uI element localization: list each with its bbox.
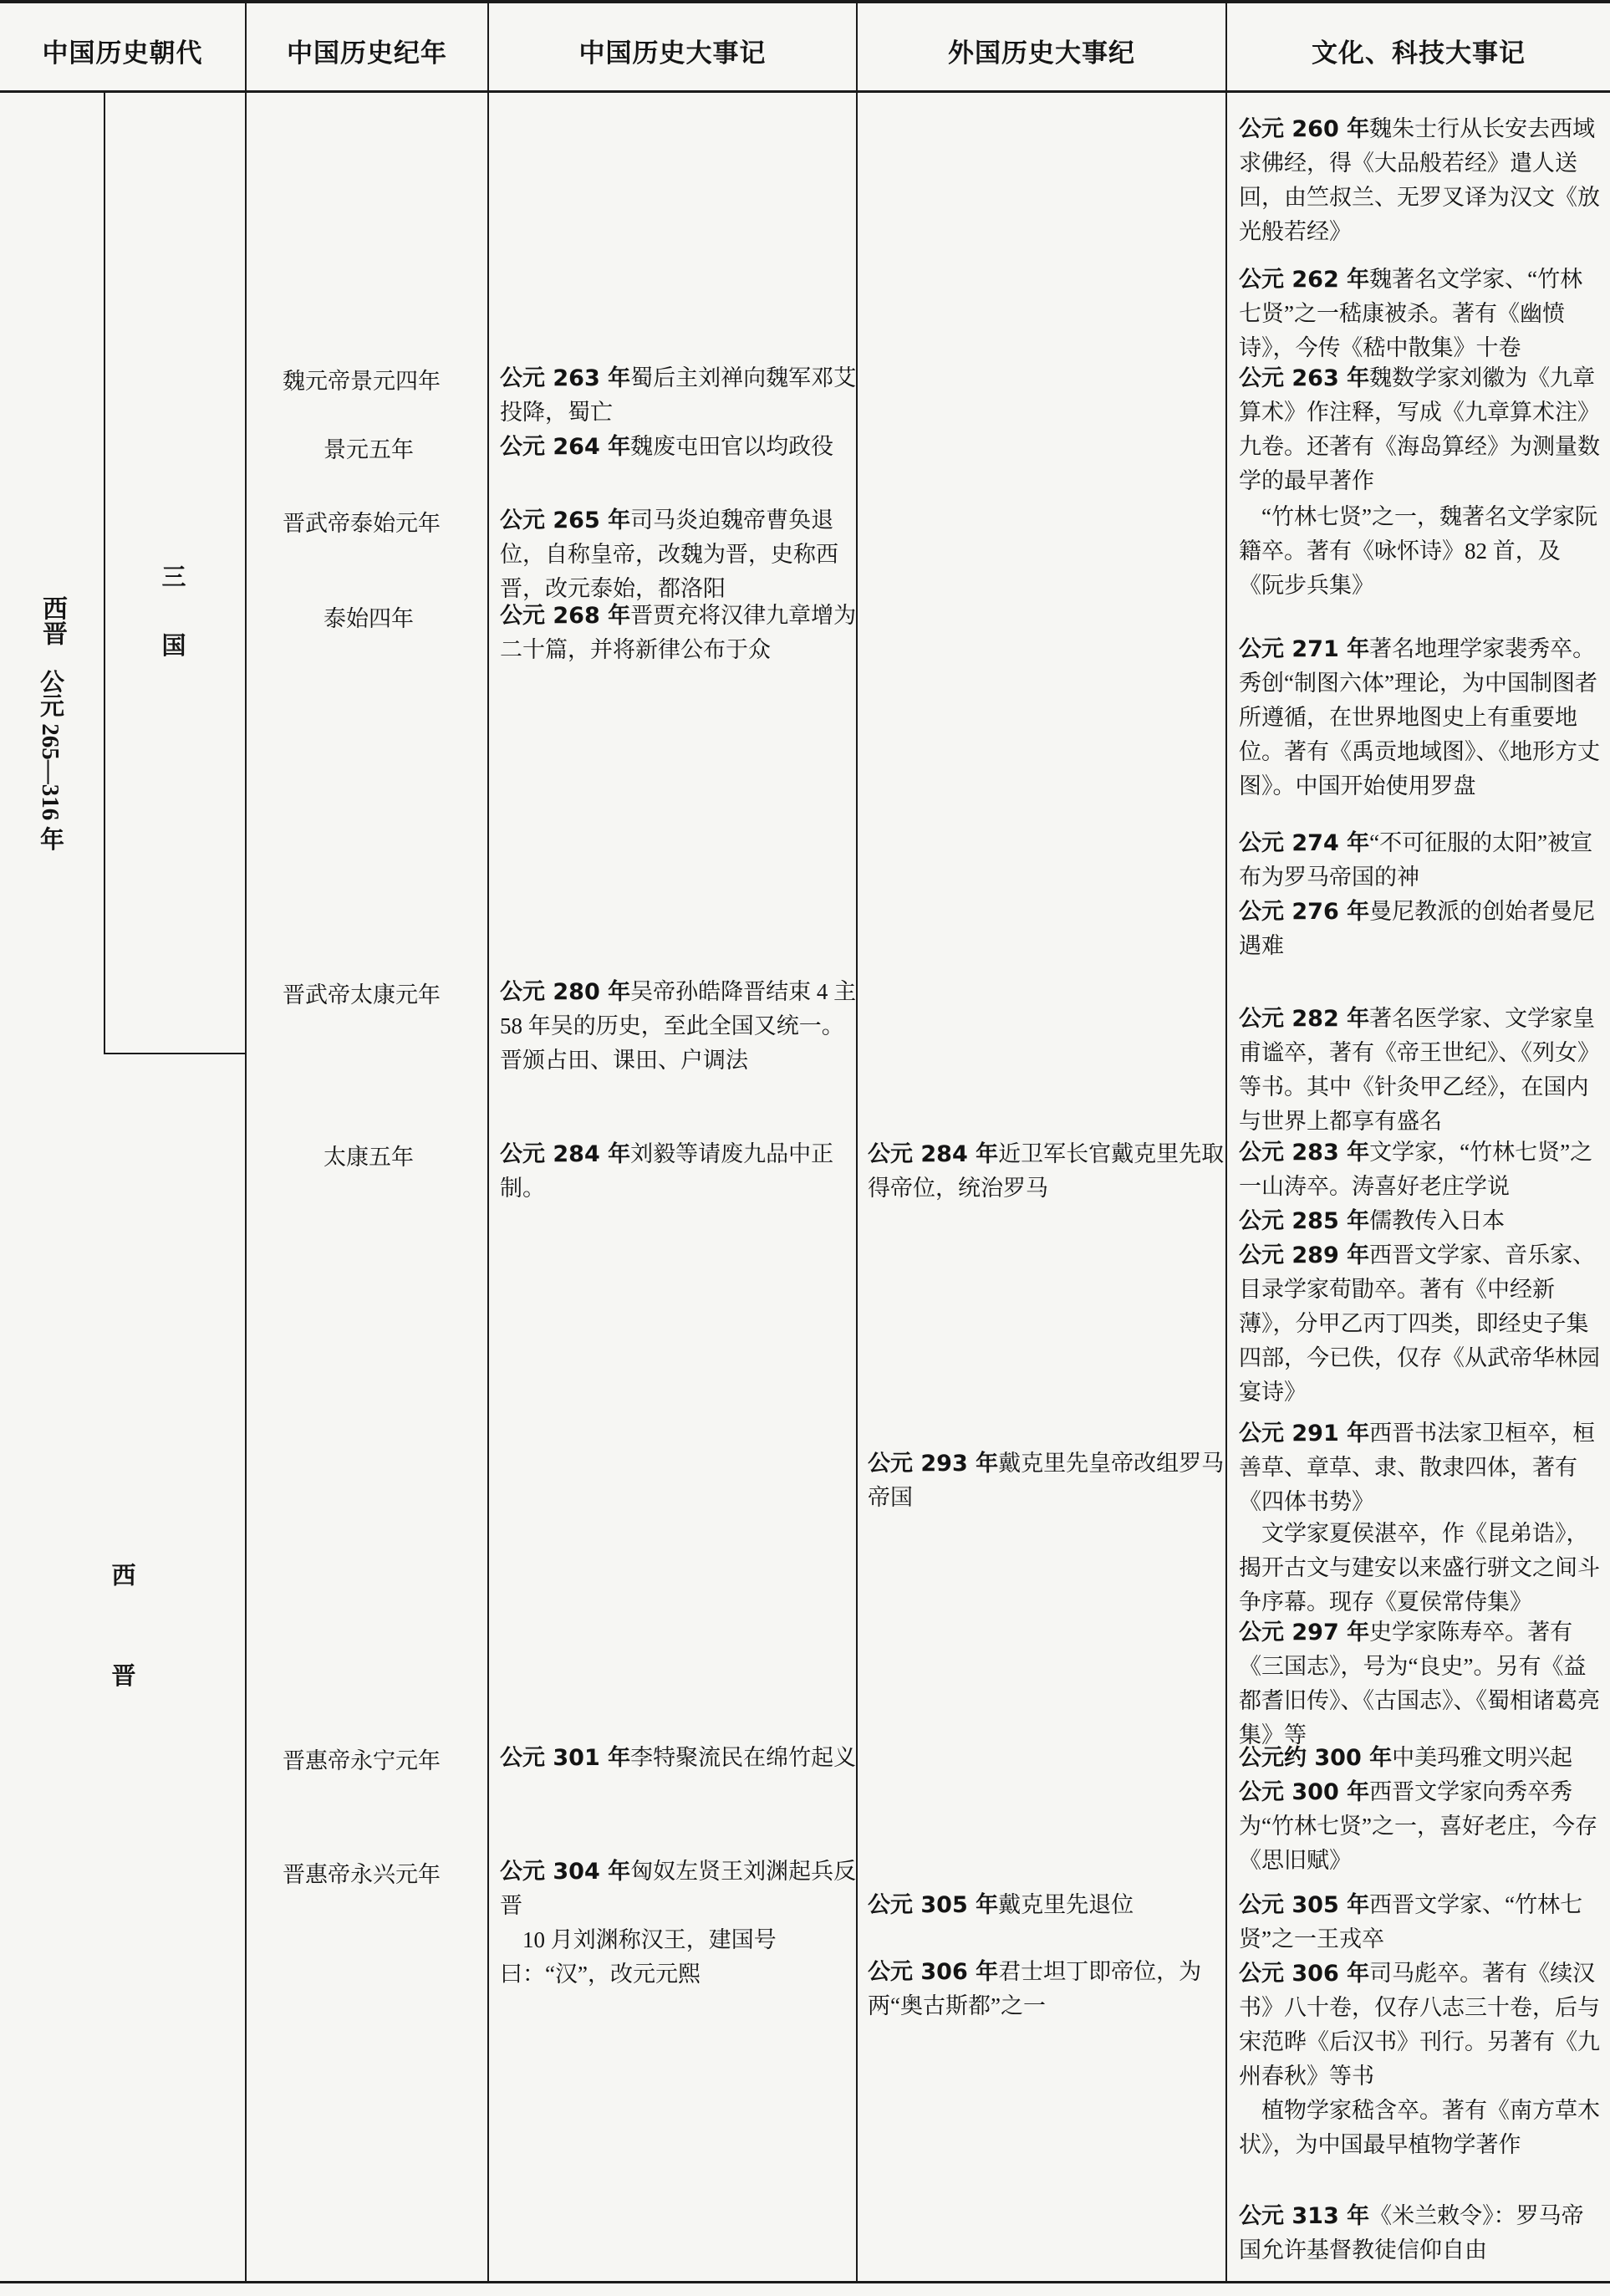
culture-event: 公元 297 年史学家陈寿卒。著有《三国志》，号为“良史”。另有《益都耆旧传》、《古国志》、《蜀相诸葛亮集》等 xyxy=(1239,1620,1600,1748)
culture-event: 公元 305 年西晋文学家、“竹林七贤”之一王戎卒 xyxy=(1239,1892,1583,1952)
dynasty-outer-name: 西晋 xyxy=(38,595,66,645)
china-event: 公元 264 年魏废屯田官以均政役 xyxy=(500,434,834,460)
china-event: 公元 304 年匈奴左贤王刘渊起兵反晋 10 月刘渊称汉王，建国号曰：“汉”，改元元熙 xyxy=(500,1859,857,1987)
dynasty-outer-years: 公元 265—316 年 xyxy=(37,669,64,851)
top-border xyxy=(0,0,1610,3)
china-event: 公元 284 年刘毅等请废九品中正制。 xyxy=(500,1141,834,1201)
col-divider-1 xyxy=(245,0,247,2283)
culture-event: 公元 289 年西晋文学家、音乐家、目录学家荀勖卒。著有《中经新薄》，分甲乙丙丁四类，即经史子集四部，今已佚，仅存《从武帝华林园宴诗》 xyxy=(1239,1242,1600,1405)
culture-event: 文学家夏侯湛卒，作《昆弟诰》，揭开古文与建安以来盛行骈文之间斗争序幕。现存《夏侯常侍集》 xyxy=(1239,1521,1600,1615)
era-label: 晋武帝泰始元年 xyxy=(283,511,441,536)
era-label: 泰始四年 xyxy=(324,606,414,631)
china-event: 公元 280 年吴帝孙皓降晋结束 4 主 58 年吴的历史，至此全国又统一。晋颁占田、课田、户调法 xyxy=(500,979,862,1073)
culture-event: 公元 291 年西晋书法家卫桓卒，桓善草、章草、隶、散隶四体，著有《四体书势》 xyxy=(1239,1421,1596,1514)
culture-event: 公元 274 年“不可征服的太阳”被宣布为罗马帝国的神 xyxy=(1239,830,1593,890)
china-event: 公元 268 年晋贾充将汉律九章增为二十篇，并将新律公布于众 xyxy=(500,603,857,662)
three-kingdoms-label-b: 国 xyxy=(161,633,186,660)
culture-event: 公元 282 年著名医学家、文学家皇甫谧卒，著有《帝王世纪》、《列女》等书。其中《针灸甲乙经》，在国内与世界上都享有盛名 xyxy=(1239,1006,1600,1134)
foreign-event: 公元 305 年戴克里先退位 xyxy=(868,1892,1134,1918)
culture-event: “竹林七贤”之一，魏著名文学家阮籍卒。著有《咏怀诗》82 首，及《阮步兵集》 xyxy=(1239,504,1597,598)
china-event: 公元 301 年李特聚流民在绵竹起义 xyxy=(500,1745,857,1771)
culture-event: 植物学家嵇含卒。著有《南方草木状》，为中国最早植物学著作 xyxy=(1239,2098,1600,2157)
era-label: 晋惠帝永宁元年 xyxy=(283,1748,441,1773)
header-dynasty: 中国历史朝代 xyxy=(42,38,203,69)
culture-event: 公元 285 年儒教传入日本 xyxy=(1239,1208,1506,1234)
culture-event: 公元 271 年著名地理学家裴秀卒。秀创“制图六体”理论，为中国制图者所遵循，在世界地图史上有重要地位。著有《禹贡地域图》、《地形方丈图》。中国开始使用罗盘 xyxy=(1239,636,1600,798)
culture-event: 公元 283 年文学家，“竹林七贤”之一山涛卒。涛喜好老庄学说 xyxy=(1239,1140,1593,1199)
china-event: 公元 263 年蜀后主刘禅向魏军邓艾投降，蜀亡 xyxy=(500,365,857,425)
era-label: 魏元帝景元四年 xyxy=(283,369,441,394)
bottom-border xyxy=(0,2281,1610,2283)
culture-event: 公元 300 年西晋文学家向秀卒秀为“竹林七贤”之一，喜好老庄，今存《思旧赋》 xyxy=(1239,1779,1597,1873)
culture-event: 公元 262 年魏著名文学家、“竹林七贤”之一嵇康被杀。著有《幽愤诗》，今传《嵇中散集》十卷 xyxy=(1239,267,1583,360)
foreign-event: 公元 284 年近卫军长官戴克里先取得帝位，统治罗马 xyxy=(868,1141,1225,1201)
foreign-event: 公元 306 年君士坦丁即帝位，为两“奥古斯都”之一 xyxy=(868,1959,1202,2018)
header-china-events: 中国历史大事记 xyxy=(578,38,767,69)
culture-event: 公元 276 年曼尼教派的创始者曼尼遇难 xyxy=(1239,899,1596,958)
china-event: 公元 265 年司马炎迫魏帝曹奂退位，自称皇帝，改魏为晋，史称西晋，改元泰始，都洛阳 xyxy=(500,508,838,601)
header-chronology: 中国历史纪年 xyxy=(287,38,447,69)
era-label: 晋惠帝永兴元年 xyxy=(283,1862,441,1887)
culture-event: 公元 306 年司马彪卒。著有《续汉书》八十卷，仅存八志三十卷，后与宋范晔《后汉书》刊行。另著有《九州春秋》等书 xyxy=(1239,1961,1600,2089)
western-jin-label-b: 晋 xyxy=(111,1663,136,1690)
three-kingdoms-end-rule xyxy=(104,1053,247,1054)
era-label: 景元五年 xyxy=(324,437,414,462)
foreign-event: 公元 293 年戴克里先皇帝改组罗马帝国 xyxy=(868,1451,1225,1510)
header-culture-events: 文化、科技大事记 xyxy=(1312,38,1526,69)
culture-event: 公元 313 年《米兰敕令》：罗马帝国允许基督教徒信仰自由 xyxy=(1239,2203,1584,2263)
dynasty-inner-divider xyxy=(104,93,105,1054)
header-foreign-events: 外国历史大事纪 xyxy=(948,38,1135,69)
col-divider-2 xyxy=(487,0,489,2283)
culture-event: 公元约 300 年中美玛雅文明兴起 xyxy=(1239,1745,1573,1771)
header-bottom-rule xyxy=(0,90,1610,93)
western-jin-label-a: 西 xyxy=(111,1563,136,1589)
culture-event: 公元 260 年魏朱士行从长安去西域求佛经，得《大品般若经》遣人送回，由竺叔兰、无罗叉译为汉文《放光般若经》 xyxy=(1239,116,1600,244)
era-label: 晋武帝太康元年 xyxy=(283,982,441,1008)
era-label: 太康五年 xyxy=(324,1145,414,1170)
three-kingdoms-label-a: 三 xyxy=(161,564,186,591)
culture-event: 公元 263 年魏数学家刘徽为《九章算术》作注释，写成《九章算术注》九卷。还著有《海岛算经》为测量数学的最早著作 xyxy=(1239,365,1600,493)
